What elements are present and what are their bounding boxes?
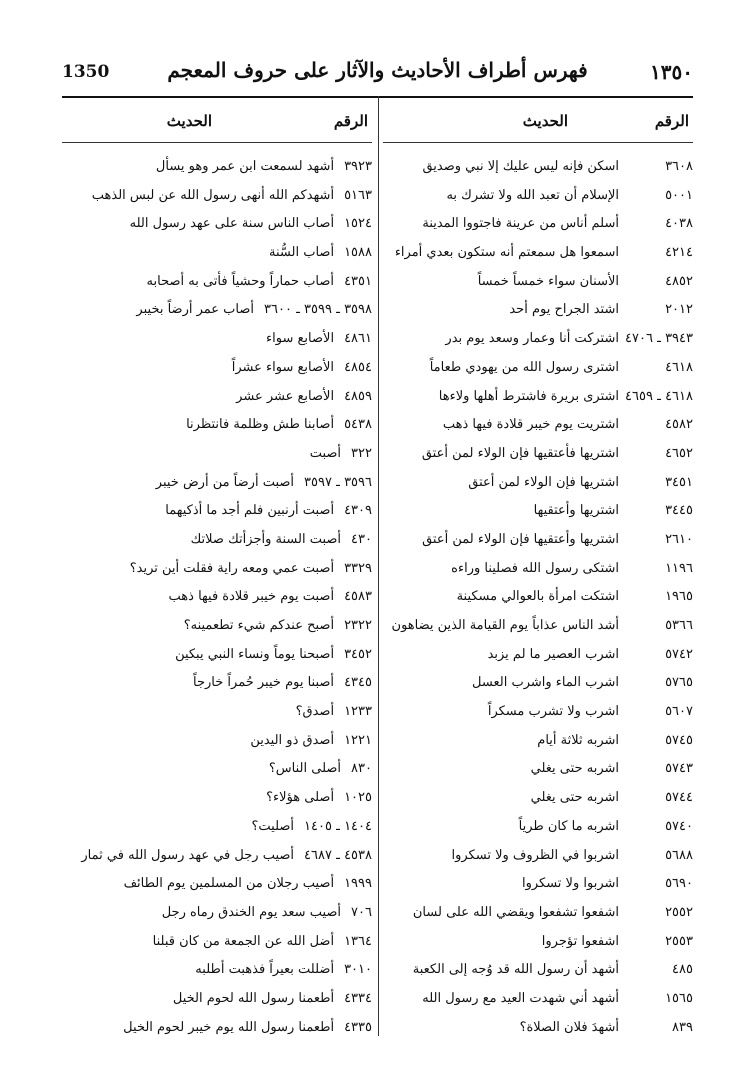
index-entry xyxy=(383,411,693,440)
number-column-label: الرقم xyxy=(654,112,689,130)
entry-number: ٤٣٠ xyxy=(351,531,372,547)
entry-number: ٣٩٤٣ ـ ٤٧٠٦ xyxy=(625,331,693,347)
entry-text: أصيب رجل في عهد رسول الله في ثمار xyxy=(81,847,295,863)
index-entry xyxy=(62,784,372,813)
entry-number: ٥٧٤٥ xyxy=(665,732,693,748)
entry-text: أصبنا يوم خيبر حُمراً خارجاً xyxy=(193,675,335,691)
entry-number: ١٢٢١ xyxy=(344,732,372,748)
index-entry xyxy=(62,669,372,698)
index-entry xyxy=(62,555,372,584)
entry-text: أصيب سعد يوم الخندق رماه رجل xyxy=(161,904,342,920)
entry-text: اشتريت يوم خيبر قلادة فيها ذهب xyxy=(442,417,619,433)
entry-text: أصبحنا يوماً ونساء النبي يبكين xyxy=(175,646,335,662)
entry-number: ٥٧٤٢ xyxy=(665,646,693,662)
entry-number: ٤٠٣٨ xyxy=(665,216,693,232)
entry-number: ٣٥٩٦ ـ ٣٥٩٧ xyxy=(304,474,372,490)
entry-text: اشتكى رسول الله فصلينا وراءه xyxy=(451,560,619,576)
right-column xyxy=(383,112,693,1042)
entry-number: ٥٧٤٠ xyxy=(665,818,693,834)
entry-number: ١٣٦٤ xyxy=(344,933,372,949)
entry-number: ٥٣٦٦ xyxy=(665,618,693,633)
entry-number: ٤٨٥٤ xyxy=(344,359,372,375)
index-entry xyxy=(383,641,693,670)
left-column-header xyxy=(62,112,372,138)
entry-text: أصلى الناس؟ xyxy=(268,761,342,777)
entry-text: اشرب ولا تشرب مسكراً xyxy=(487,704,619,720)
index-entry xyxy=(383,727,693,756)
entry-text: الأصابع عشر عشر xyxy=(236,388,335,404)
entry-text: أصدق؟ xyxy=(295,704,335,720)
entry-text: أصاب السُّنة xyxy=(269,245,335,261)
index-entry xyxy=(383,440,693,469)
index-entry xyxy=(383,239,693,268)
entry-text: أصبح عندكم شيء تطعمينه؟ xyxy=(183,618,335,633)
entry-number: ٣٦٠٨ xyxy=(665,159,693,174)
entry-text: الأصابع سواء عشراً xyxy=(231,359,335,375)
index-entry xyxy=(383,669,693,698)
index-entry xyxy=(383,956,693,985)
index-entry xyxy=(62,698,372,727)
entry-number: ٣٤٥٢ xyxy=(344,646,372,662)
entry-number: ٤٣٠٩ xyxy=(344,503,372,519)
index-entry xyxy=(62,354,372,383)
index-entry xyxy=(383,497,693,526)
entry-number: ٤٣٤٥ xyxy=(344,675,372,691)
index-entry xyxy=(383,526,693,555)
entry-text: اشربوا ولا تسكروا xyxy=(521,876,619,892)
entry-text: اشتركت أنا وعمار وسعد يوم بدر xyxy=(445,331,619,347)
entry-text: اشتريها فإن الولاء لمن أعتق xyxy=(468,474,619,490)
index-entry xyxy=(383,870,693,899)
index-entry xyxy=(62,956,372,985)
index-entry xyxy=(62,239,372,268)
index-entry xyxy=(383,583,693,612)
entry-text: أصليت؟ xyxy=(251,818,295,834)
entry-text: أضل الله عن الجمعة من كان قبلنا xyxy=(152,933,335,949)
entry-number: ٢٠١٢ xyxy=(665,302,693,318)
entry-text: أصبت السنة وأجزأتك صلاتك xyxy=(190,531,342,547)
hadith-column-label: الحديث xyxy=(522,112,568,130)
index-entry xyxy=(383,698,693,727)
entry-number: ٤٢١٤ xyxy=(665,245,693,261)
index-entry xyxy=(383,899,693,928)
entry-number: ٥٦٨٨ xyxy=(665,847,693,863)
entry-text: أطعمنا رسول الله لحوم الخيل xyxy=(172,990,335,1006)
entry-text: اشتكت امرأة بالعوالي مسكينة xyxy=(456,589,619,605)
page-number-arabic: ١٣٥٠ xyxy=(650,60,693,84)
entry-text: أصبت xyxy=(309,445,342,461)
entry-text: أصلى هؤلاء؟ xyxy=(266,790,335,806)
entry-text: أصاب الناس سنة على عهد رسول الله xyxy=(129,216,335,232)
entry-number: ٤٥٨٢ xyxy=(665,417,693,433)
entry-number: ٣٩٢٣ xyxy=(344,159,372,174)
entry-text: الإسلام أن تعبد الله ولا تشرك به xyxy=(446,187,619,203)
entry-number: ٥٧٤٤ xyxy=(665,790,693,806)
entry-text: اشربه ما كان طرياً xyxy=(518,818,619,834)
index-entry xyxy=(62,755,372,784)
entry-text: أصبت أرضاً من أرض خيبر xyxy=(155,474,295,490)
entry-number: ٢٥٥٣ xyxy=(665,933,693,949)
index-entry xyxy=(62,727,372,756)
entry-text: اشفعوا تؤجروا xyxy=(541,933,619,949)
index-entry xyxy=(383,268,693,297)
entry-text: اشربه حتى يغلي xyxy=(530,761,619,777)
entry-number: ٢٦١٠ xyxy=(665,531,693,547)
entry-text: اسكن فإنه ليس عليك إلا نبي وصديق xyxy=(422,159,619,174)
entry-text: اشرب العصير ما لم يزبد xyxy=(487,646,619,662)
entry-number: ٣٣٢٩ xyxy=(344,560,372,576)
entry-number: ٤٥٣٨ ـ ٤٦٨٧ xyxy=(304,847,372,863)
left-entry-list xyxy=(62,153,372,1042)
index-entry xyxy=(62,440,372,469)
number-column-label: الرقم xyxy=(333,112,368,130)
entry-text: أشهدَ فلان الصلاة؟ xyxy=(519,1019,619,1035)
index-entry xyxy=(62,296,372,325)
entry-number: ٤٣٣٥ xyxy=(344,1019,372,1035)
entry-text: اشربه حتى يغلي xyxy=(530,790,619,806)
entry-text: اشربوا في الظروف ولا تسكروا xyxy=(451,847,619,863)
index-entry xyxy=(383,182,693,211)
index-entry xyxy=(62,928,372,957)
entry-number: ٣٢٢ xyxy=(351,445,372,461)
entry-number: ٥٧٦٥ xyxy=(665,675,693,691)
entry-text: اشتريها فأعتقيها فإن الولاء لمن أعتق xyxy=(421,445,619,461)
entry-number: ١٠٢٥ xyxy=(344,790,372,806)
entry-number: ٣٥٩٨ ـ ٣٥٩٩ ـ ٣٦٠٠ xyxy=(264,302,372,318)
index-entry xyxy=(383,1014,693,1043)
entry-number: ٤٦٥٢ xyxy=(665,445,693,461)
entry-text: أصاب حماراً وحشياً فأتى به أصحابه xyxy=(146,273,335,289)
index-entry xyxy=(62,583,372,612)
index-entry xyxy=(62,153,372,182)
entry-number: ٨٣٠ xyxy=(351,761,372,777)
index-entry xyxy=(383,469,693,498)
entry-text: اشترى رسول الله من يهودي طعاماً xyxy=(429,359,619,375)
index-entry xyxy=(62,641,372,670)
index-entry xyxy=(383,555,693,584)
entry-number: ١٩٩٩ xyxy=(344,876,372,892)
entry-number: ٤٣٥١ xyxy=(344,273,372,289)
entry-text: أصاب عمر أرضاً بخيبر xyxy=(136,302,255,318)
entry-number: ٢٣٢٢ xyxy=(344,618,372,633)
entry-number: ٤٨٥٢ xyxy=(665,273,693,289)
index-entry xyxy=(383,842,693,871)
index-entry xyxy=(62,1014,372,1043)
index-entry xyxy=(62,526,372,555)
entry-text: أصيب رجلان من المسلمين يوم الطائف xyxy=(123,876,335,892)
index-entry xyxy=(62,870,372,899)
entry-text: اشترى بريرة فاشترط أهلها ولاءها xyxy=(438,388,619,404)
index-entry xyxy=(62,411,372,440)
index-entry xyxy=(383,813,693,842)
index-entry xyxy=(62,612,372,641)
entry-number: ٣٤٥١ xyxy=(665,474,693,490)
right-column-header xyxy=(383,112,693,138)
entry-number: ١١٩٦ xyxy=(665,560,693,576)
entry-text: أصبت أرنبين فلم أجد ما أذكيهما xyxy=(165,503,335,519)
index-entry xyxy=(383,612,693,641)
entry-number: ٤٦١٨ xyxy=(665,359,693,375)
entry-number: ٥٦٠٧ xyxy=(665,704,693,720)
entry-text: أضللت بعيراً فذهبت أطلبه xyxy=(195,962,335,978)
entry-number: ٤٨٥٩ xyxy=(344,388,372,404)
column-divider xyxy=(378,96,379,1036)
entry-number: ٨٣٩ xyxy=(672,1019,693,1035)
running-title: فهرس أطراف الأحاديث والآثار على حروف المعجم xyxy=(167,58,588,82)
entry-text: اشتد الجراح يوم أحد xyxy=(509,302,619,318)
entry-number: ١٢٣٣ xyxy=(344,704,372,720)
index-entry xyxy=(383,755,693,784)
entry-number: ٥٧٤٣ xyxy=(665,761,693,777)
hadith-column-label: الحديث xyxy=(166,112,212,130)
entry-number: ١٥٢٤ xyxy=(344,216,372,232)
index-entry xyxy=(62,842,372,871)
index-entry xyxy=(383,383,693,412)
entry-text: أشد الناس عذاباً يوم القيامة الذين يضاهون xyxy=(391,618,619,633)
index-entry xyxy=(383,296,693,325)
entry-number: ٥٦٩٠ xyxy=(665,876,693,892)
entry-text: أصابنا طش وظلمة فانتظرنا xyxy=(186,417,335,433)
index-entry xyxy=(383,210,693,239)
index-entry xyxy=(62,210,372,239)
entry-number: ٥٠٠١ xyxy=(665,187,693,203)
entry-text: أطعمنا رسول الله يوم خيبر لحوم الخيل xyxy=(123,1019,335,1035)
index-entry xyxy=(383,985,693,1014)
index-entry xyxy=(383,153,693,182)
index-entry xyxy=(62,268,372,297)
page-number-latin: 1350 xyxy=(62,62,110,82)
right-entry-list xyxy=(383,153,693,1042)
index-entry xyxy=(62,985,372,1014)
entry-text: اسمعوا هل سمعتم أنه ستكون بعدي أمراء xyxy=(394,245,619,261)
right-column-rule xyxy=(383,142,693,143)
entry-number: ١٥٦٥ xyxy=(665,990,693,1006)
entry-number: ٤٨٦١ xyxy=(344,331,372,347)
entry-number: ١٤٠٤ ـ ١٤٠٥ xyxy=(304,818,372,834)
entry-text: أشهد أني شهدت العيد مع رسول الله xyxy=(422,990,619,1006)
entry-number: ٢٥٥٢ xyxy=(665,904,693,920)
index-entry xyxy=(62,182,372,211)
entry-number: ٥٤٣٨ xyxy=(344,417,372,433)
page-header xyxy=(62,58,693,90)
entry-number: ٧٠٦ xyxy=(351,904,372,920)
entry-number: ٤٣٣٤ xyxy=(344,990,372,1006)
entry-text: أصبت يوم خيبر قلادة فيها ذهب xyxy=(168,589,335,605)
entry-text: أسلم أناس من عرينة فاجتووا المدينة xyxy=(422,216,619,232)
entry-number: ٤٨٥ xyxy=(672,962,693,978)
left-column-rule xyxy=(62,142,372,143)
entry-text: اشفعوا تشفعوا ويقضي الله على لسان xyxy=(412,904,619,920)
entry-text: أشهد لسمعت ابن عمر وهو يسأل xyxy=(155,159,335,174)
entry-number: ٥١٦٣ xyxy=(344,187,372,203)
entry-number: ٣٠١٠ xyxy=(344,962,372,978)
index-entry xyxy=(383,928,693,957)
index-entry xyxy=(62,813,372,842)
entry-text: أشهدكم الله أنهى رسول الله عن لبس الذهب xyxy=(91,187,335,203)
entry-text: أشهد أن رسول الله قد وُجه إلى الكعبة xyxy=(412,962,619,978)
entry-number: ١٩٦٥ xyxy=(665,589,693,605)
entry-number: ٤٦١٨ ـ ٤٦٥٩ xyxy=(625,388,693,404)
entry-number: ١٥٨٨ xyxy=(344,245,372,261)
entry-text: أصبت عمي ومعه راية فقلت أين تريد؟ xyxy=(129,560,335,576)
index-entry xyxy=(383,354,693,383)
index-entry xyxy=(62,325,372,354)
index-entry xyxy=(62,383,372,412)
entry-text: اشرب الماء واشرب العسل xyxy=(472,675,619,691)
entry-text: اشتريها وأعتقيها فإن الولاء لمن أعتق xyxy=(422,531,619,547)
entry-text: اشتريها وأعتقيها xyxy=(533,503,619,519)
index-entry xyxy=(383,784,693,813)
index-entry xyxy=(62,497,372,526)
entry-text: الأصابع سواء xyxy=(266,331,335,347)
index-entry xyxy=(383,325,693,354)
entry-number: ٣٤٤٥ xyxy=(665,503,693,519)
entry-text: اشربه ثلاثة أيام xyxy=(537,732,619,748)
index-entry xyxy=(62,899,372,928)
entry-text: الأسنان سواء خمساً خمساً xyxy=(477,273,619,289)
index-entry xyxy=(62,469,372,498)
entry-number: ٤٥٨٣ xyxy=(344,589,372,605)
entry-text: أصدق ذو اليدين xyxy=(250,732,335,748)
left-column xyxy=(62,112,372,1042)
